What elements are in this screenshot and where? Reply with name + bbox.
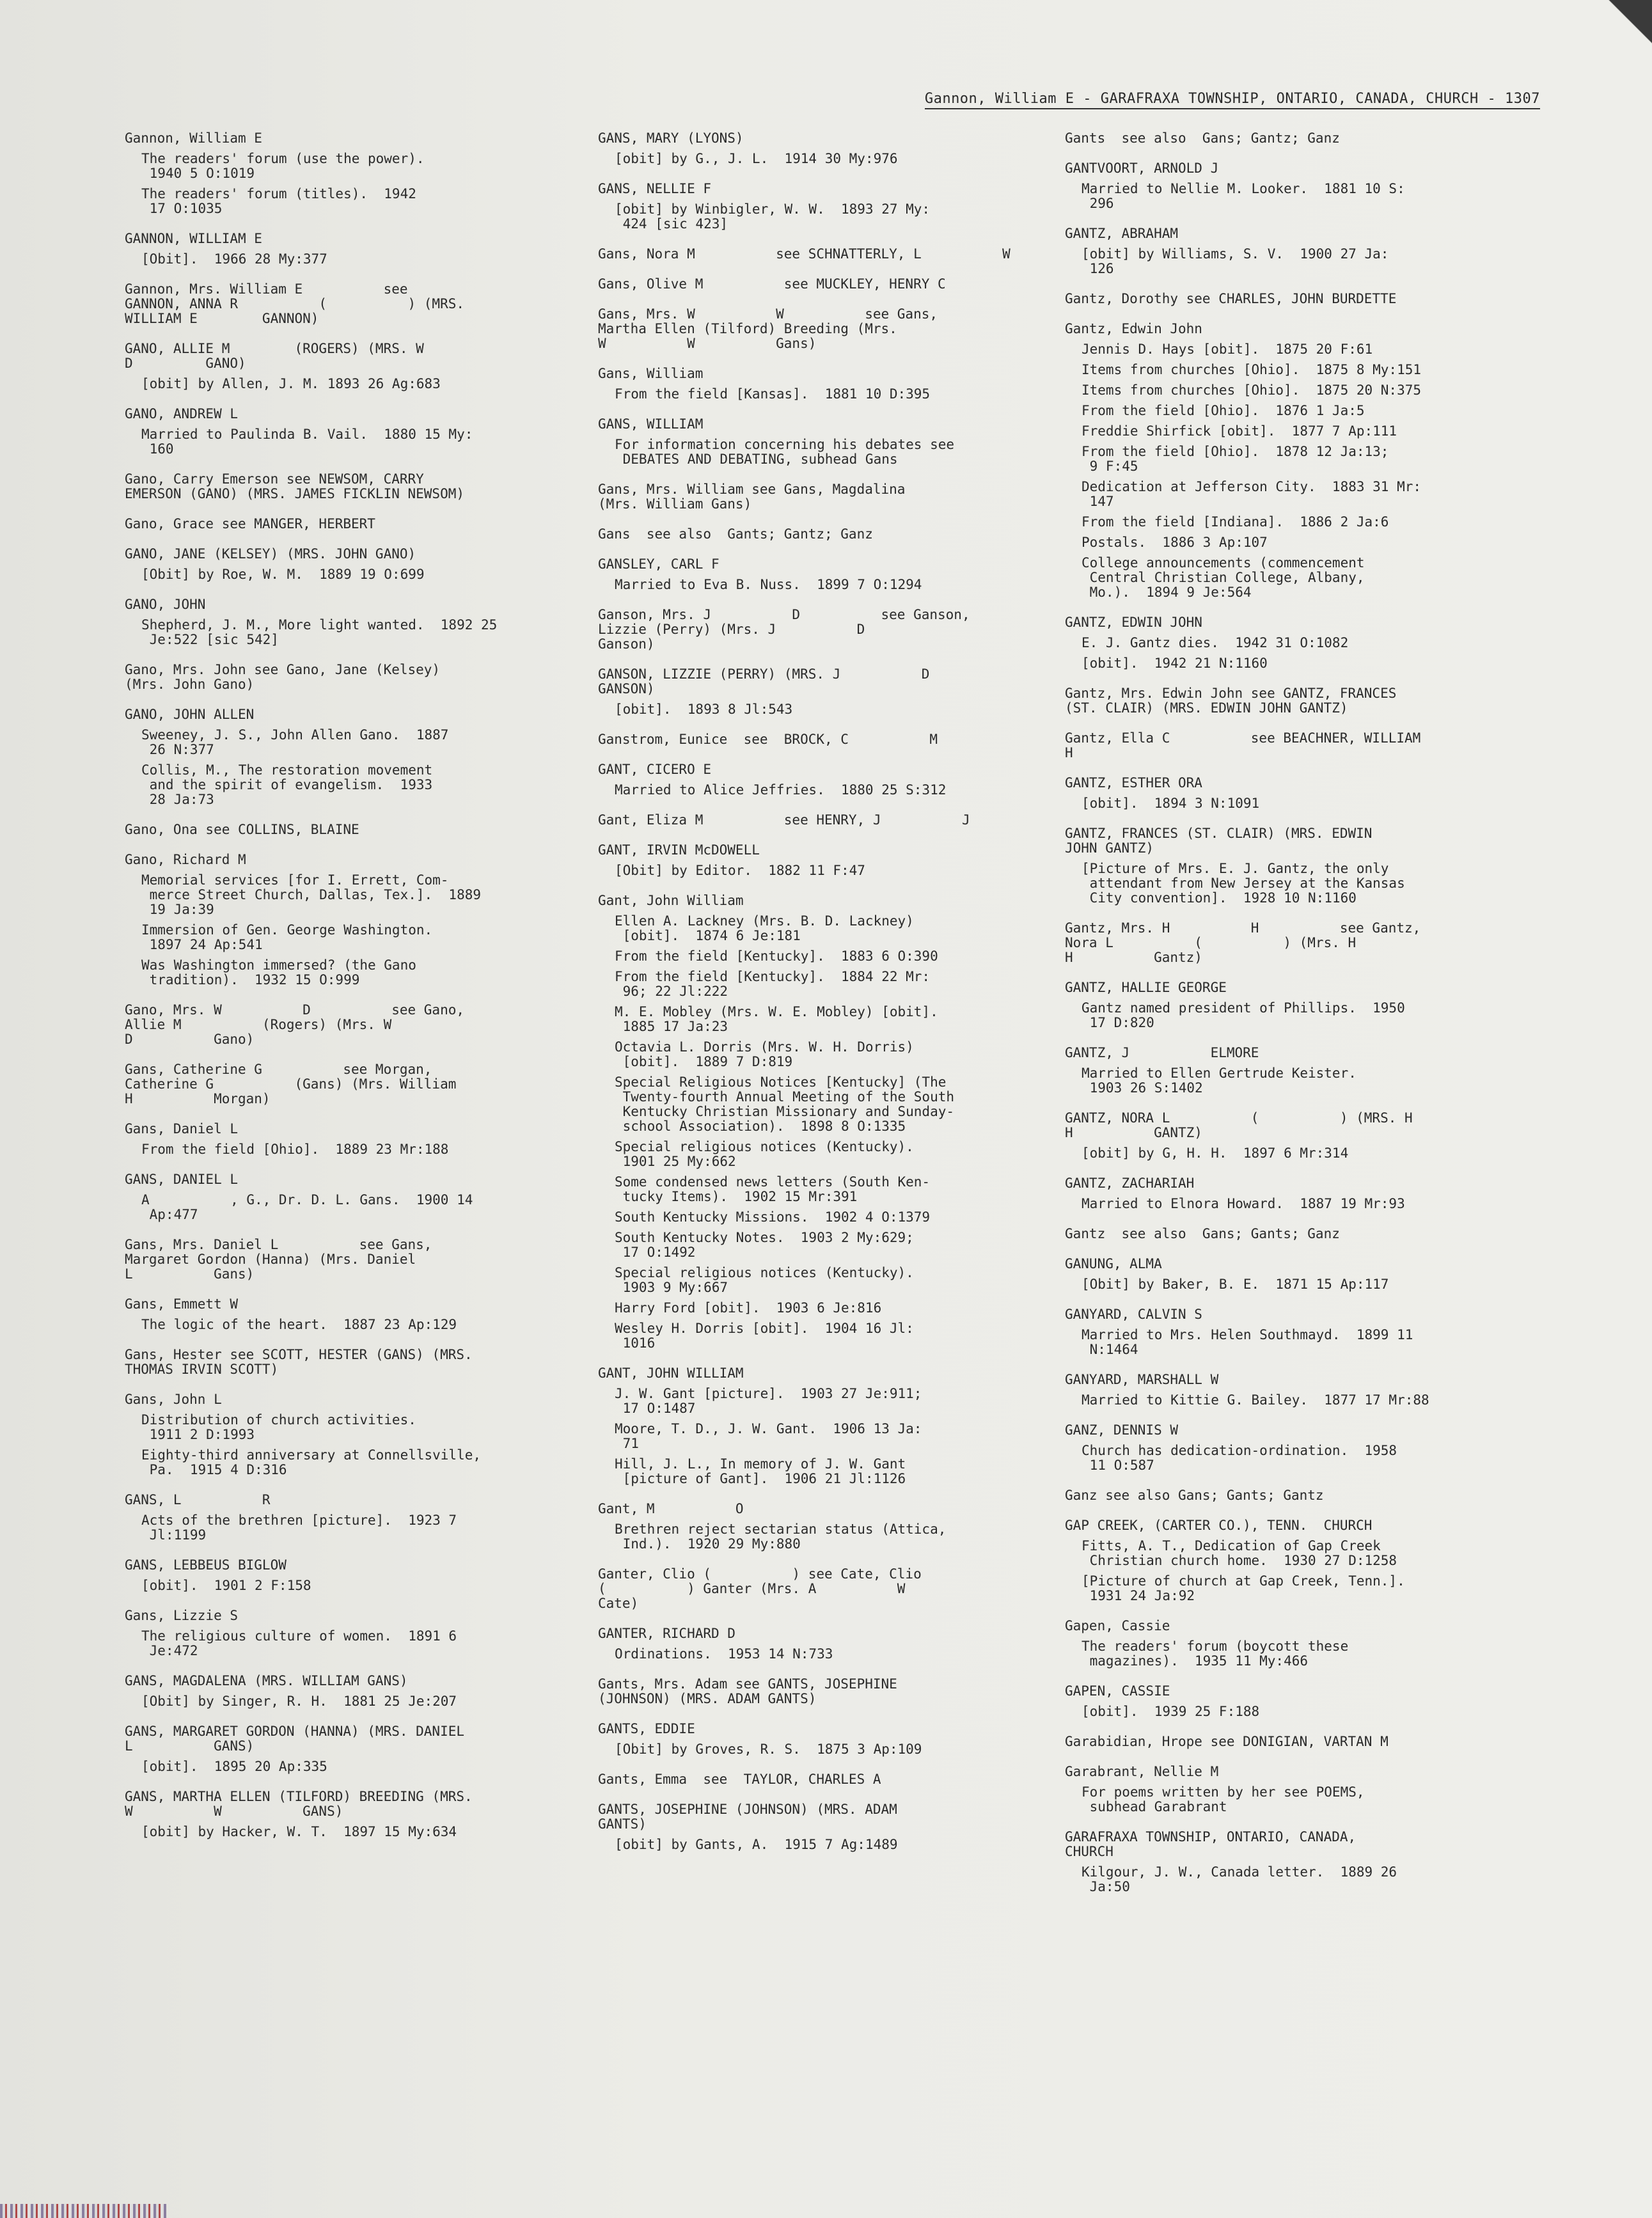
entry-citation: Acts of the brethren [picture]. 1923 7 Jl:1199 [141, 1513, 457, 1543]
entry-citation: For poems written by her see POEMS, subhead Garabrant [1082, 1784, 1365, 1814]
index-entry [125, 1062, 566, 1106]
entry-citation: The logic of the heart. 1887 23 Ap:129 [141, 1317, 457, 1332]
entry-heading: Gants see also Gans; Gantz; Ganz [1065, 130, 1340, 146]
index-entry [1065, 1684, 1506, 1719]
index-entry [1065, 131, 1506, 146]
index-entry [1065, 826, 1506, 906]
entry-heading: GANTER, RICHARD D [598, 1626, 736, 1641]
entry-citation: Was Washington immersed? (the Gano tradition). 1932 15 O:999 [141, 957, 416, 987]
entry-heading: Gans, Mrs. Daniel L see Gans, Margaret Gordon (Hanna) (Mrs. Daniel L Gans) [125, 1237, 432, 1282]
entry-heading: Garabrant, Nellie M [1065, 1764, 1219, 1779]
entry-citation: Distribution of church activities. 1911 2 D:1993 [141, 1412, 416, 1442]
running-head: Gannon, William E - GARAFRAXA TOWNSHIP, ONTARIO, CANADA, CHURCH - 1307 [925, 91, 1540, 109]
entry-heading: GANTZ, HALLIE GEORGE [1065, 980, 1227, 995]
entry-heading: Gapen, Cassie [1065, 1618, 1170, 1633]
index-entry [125, 1789, 566, 1839]
entry-heading: GANTZ, EDWIN JOHN [1065, 615, 1202, 630]
entry-citation: [Obit] by Roe, W. M. 1889 19 O:699 [141, 567, 425, 582]
entry-citation: From the field [Indiana]. 1886 2 Ja:6 [1082, 514, 1389, 530]
index-entry [125, 472, 566, 501]
entry-citation: Kilgour, J. W., Canada letter. 1889 26 Ja:50 [1082, 1864, 1397, 1894]
index-entry [125, 1122, 566, 1157]
index-entry [125, 597, 566, 647]
entry-citation: [obit] by Hacker, W. T. 1897 15 My:634 [141, 1824, 457, 1839]
entry-heading: GANT, CICERO E [598, 762, 712, 777]
index-entry [1065, 1830, 1506, 1894]
index-entry [1065, 686, 1506, 716]
entry-citation: Special religious notices (Kentucky). 1903 9 My:667 [615, 1265, 914, 1295]
entry-heading: GANS, MARTHA ELLEN (TILFORD) BREEDING (MRS. W W GANS) [125, 1789, 473, 1819]
index-entry [598, 1802, 1039, 1852]
entry-citation: A , G., Dr. D. L. Gans. 1900 14 Ap:477 [141, 1192, 473, 1222]
index-entry [1065, 1372, 1506, 1408]
index-entry [598, 1502, 1039, 1552]
entry-heading: GANO, JOHN ALLEN [125, 707, 255, 722]
index-entry [598, 277, 1039, 292]
index-entry [598, 131, 1039, 166]
entry-heading: Ganstrom, Eunice see BROCK, C M [598, 732, 938, 747]
index-entry [598, 557, 1039, 592]
index-entry [598, 813, 1039, 828]
index-entry [598, 608, 1039, 652]
entry-heading: Gans, Emmett W [125, 1296, 239, 1312]
entry-citation: Fitts, A. T., Dedication of Gap Creek Christian church home. 1930 27 D:1258 [1082, 1538, 1397, 1568]
entry-heading: GARAFRAXA TOWNSHIP, ONTARIO, CANADA, CHURCH [1065, 1829, 1357, 1859]
entry-citation: Married to Nellie M. Looker. 1881 10 S: 296 [1082, 181, 1405, 211]
entry-citation: From the field [Kansas]. 1881 10 D:395 [615, 386, 931, 402]
entry-heading: Gans, Catherine G see Morgan, Catherine G (Gans) (Mrs. William H Morgan) [125, 1062, 457, 1106]
entry-citation: Married to Mrs. Helen Southmayd. 1899 11 N:1464 [1082, 1327, 1413, 1357]
entry-citation: Married to Eva B. Nuss. 1899 7 O:1294 [615, 577, 922, 592]
index-entry [125, 822, 566, 837]
index-entry [1065, 1227, 1506, 1241]
entry-heading: Gans, Mrs. William see Gans, Magdalina (Mrs. William Gans) [598, 482, 906, 512]
index-entry [1065, 292, 1506, 306]
entry-heading: GANNON, WILLIAM E [125, 231, 262, 246]
entry-heading: GANTZ, ABRAHAM [1065, 226, 1179, 241]
entry-heading: Gans, Olive M see MUCKLEY, HENRY C [598, 276, 946, 292]
entry-heading: GANS, DANIEL L [125, 1172, 239, 1187]
entry-citation: [Obit]. 1966 28 My:377 [141, 251, 327, 267]
entry-citation: [obit] by Allen, J. M. 1893 26 Ag:683 [141, 376, 441, 391]
entry-citation: Harry Ford [obit]. 1903 6 Je:816 [615, 1300, 882, 1316]
entry-citation: From the field [Ohio]. 1878 12 Ja:13; 9 F:45 [1082, 444, 1389, 474]
entry-heading: Gant, M O [598, 1501, 744, 1516]
entry-citation: Special Religious Notices [Kentucky] (The Twenty-fourth Annual Meeting of the South Kentucky Christian Missionary and Sunday- school Association). 1898 8 O:1335 [615, 1074, 955, 1134]
entry-heading: GANO, ANDREW L [125, 406, 239, 421]
index-entry [598, 417, 1039, 467]
entry-heading: Gans, Mrs. W W see Gans, Martha Ellen (Tilford) Breeding (Mrs. W W Gans) [598, 306, 938, 351]
index-entry [125, 342, 566, 391]
entry-heading: Gans see also Gants; Gantz; Ganz [598, 526, 873, 542]
entry-heading: GAPEN, CASSIE [1065, 1683, 1170, 1699]
entry-citation: The religious culture of women. 1891 6 Je:472 [141, 1628, 457, 1658]
entry-citation: Memorial services [for I. Errett, Com- merce Street Church, Dallas, Tex.]. 1889 19 Ja:39 [141, 872, 482, 917]
entry-citation: Moore, T. D., J. W. Gant. 1906 13 Ja: 71 [615, 1421, 922, 1451]
entry-citation: From the field [Ohio]. 1876 1 Ja:5 [1082, 403, 1365, 418]
index-entry [1065, 1765, 1506, 1814]
entry-heading: GANT, IRVIN McDOWELL [598, 842, 760, 858]
entry-heading: GANS, MARGARET GORDON (HANNA) (MRS. DANIEL L GANS) [125, 1724, 465, 1754]
entry-citation: [obit]. 1894 3 N:1091 [1082, 796, 1260, 811]
entry-heading: GANO, JANE (KELSEY) (MRS. JOHN GANO) [125, 546, 416, 562]
index-entry [1065, 980, 1506, 1030]
entry-citation: [obit] by G., J. L. 1914 30 My:976 [615, 151, 898, 166]
entry-heading: Gants, Emma see TAYLOR, CHARLES A [598, 1772, 881, 1787]
entry-heading: Gantz, Mrs. H H see Gantz, Nora L ( ) (Mrs. H H Gantz) [1065, 920, 1421, 965]
entry-citation: Married to Alice Jeffries. 1880 25 S:312 [615, 782, 947, 798]
entry-heading: Gans, William [598, 366, 704, 381]
entry-citation: College announcements (commencement Central Christian College, Albany, Mo.). 1894 9 Je:564 [1082, 555, 1365, 600]
entry-citation: [obit] by Winbigler, W. W. 1893 27 My: 424 [sic 423] [615, 201, 931, 232]
index-entry [125, 1674, 566, 1709]
entry-citation: Wesley H. Dorris [obit]. 1904 16 Jl: 1016 [615, 1321, 914, 1351]
entry-heading: GANUNG, ALMA [1065, 1256, 1162, 1271]
entry-heading: Gants, Mrs. Adam see GANTS, JOSEPHINE (JOHNSON) (MRS. ADAM GANTS) [598, 1676, 897, 1706]
entry-heading: GANTZ, NORA L ( ) (MRS. H H GANTZ) [1065, 1110, 1413, 1140]
index-entry [1065, 1423, 1506, 1473]
index-entry [1065, 1488, 1506, 1503]
entry-heading: GANS, NELLIE F [598, 181, 712, 196]
index-entry [125, 707, 566, 807]
index-entry [598, 893, 1039, 1351]
index-entry [598, 482, 1039, 512]
index-entry [125, 1003, 566, 1047]
entry-citation: Brethren reject sectarian status (Attica, Ind.). 1920 29 My:880 [615, 1522, 947, 1552]
entry-heading: GANYARD, CALVIN S [1065, 1307, 1202, 1322]
entry-heading: GAP CREEK, (CARTER CO.), TENN. CHURCH [1065, 1518, 1373, 1533]
entry-citation: [obit]. 1895 20 Ap:335 [141, 1759, 327, 1774]
entry-citation: Shepherd, J. M., More light wanted. 1892 25 Je:522 [sic 542] [141, 617, 498, 647]
entry-heading: Gans, Hester see SCOTT, HESTER (GANS) (MRS. THOMAS IRVIN SCOTT) [125, 1347, 473, 1377]
entry-heading: Gans, Nora M see SCHNATTERLY, L W [598, 246, 1011, 262]
entry-citation: The readers' forum (use the power). 1940 5 O:1019 [141, 151, 425, 181]
entry-heading: GANYARD, MARSHALL W [1065, 1372, 1219, 1387]
entry-heading: Gano, Richard M [125, 852, 246, 867]
entry-citation: From the field [Kentucky]. 1883 6 O:390 [615, 948, 938, 964]
index-entry [125, 1238, 566, 1282]
entry-heading: GANTZ, ZACHARIAH [1065, 1176, 1195, 1191]
entry-heading: Gantz, Mrs. Edwin John see GANTZ, FRANCES (ST. CLAIR) (MRS. EDWIN JOHN GANTZ) [1065, 686, 1397, 716]
index-entry [1065, 1176, 1506, 1211]
index-entry [598, 307, 1039, 351]
scan-edge-strip [0, 2204, 166, 2218]
index-entry [125, 1392, 566, 1477]
entry-citation: M. E. Mobley (Mrs. W. E. Mobley) [obit]. 1885 17 Ja:23 [615, 1004, 938, 1034]
entry-citation: Married to Paulinda B. Vail. 1880 15 My: 160 [141, 427, 473, 457]
index-entry [125, 663, 566, 692]
entry-citation: J. W. Gant [picture]. 1903 27 Je:911; 17 O:1487 [615, 1386, 922, 1416]
entry-heading: GANTZ, FRANCES (ST. CLAIR) (MRS. EDWIN JOHN GANTZ) [1065, 826, 1373, 856]
entry-citation: Jennis D. Hays [obit]. 1875 20 F:61 [1082, 342, 1373, 357]
index-entry [1065, 615, 1506, 671]
entry-heading: Gano, Grace see MANGER, HERBERT [125, 516, 375, 531]
entry-citation: Freddie Shirfick [obit]. 1877 7 Ap:111 [1082, 423, 1397, 439]
index-entry [1065, 161, 1506, 211]
entry-citation: [Obit] by Groves, R. S. 1875 3 Ap:109 [615, 1742, 922, 1757]
entry-heading: Gano, Carry Emerson see NEWSOM, CARRY EMERSON (GANO) (MRS. JAMES FICKLIN NEWSOM) [125, 471, 465, 501]
index-entry [1065, 776, 1506, 811]
index-entry [598, 762, 1039, 798]
index-entry [125, 1297, 566, 1332]
entry-citation: Items from churches [Ohio]. 1875 8 My:151 [1082, 362, 1422, 377]
entry-citation: [obit]. 1901 2 F:158 [141, 1578, 311, 1593]
entry-citation: Items from churches [Ohio]. 1875 20 N:375 [1082, 382, 1422, 398]
index-entry [598, 366, 1039, 402]
entry-citation: Gantz named president of Phillips. 1950 17 D:820 [1082, 1000, 1405, 1030]
index-entry [1065, 1518, 1506, 1603]
entry-citation: [Obit] by Singer, R. H. 1881 25 Je:207 [141, 1694, 457, 1709]
entry-citation: [obit]. 1942 21 N:1160 [1082, 656, 1268, 671]
entry-heading: GANO, ALLIE M (ROGERS) (MRS. W D GANO) [125, 341, 424, 371]
index-entry [1065, 226, 1506, 276]
entry-heading: Gans, Daniel L [125, 1121, 239, 1137]
entry-heading: Gans, Lizzie S [125, 1608, 239, 1623]
index-entry [125, 232, 566, 267]
entry-citation: Married to Elnora Howard. 1887 19 Mr:93 [1082, 1196, 1405, 1211]
entry-heading: Gannon, Mrs. William E see GANNON, ANNA R ( ) (MRS. WILLIAM E GANNON) [125, 281, 465, 326]
entry-heading: Ganz see also Gans; Gants; Gantz [1065, 1488, 1324, 1503]
entry-heading: GANSON, LIZZIE (PERRY) (MRS. J D GANSON) [598, 666, 930, 696]
entry-heading: GANZ, DENNIS W [1065, 1422, 1179, 1438]
index-entry [598, 1567, 1039, 1611]
entry-citation: Immersion of Gen. George Washington. 1897 24 Ap:541 [141, 922, 433, 952]
entry-citation: [obit] by Gants, A. 1915 7 Ag:1489 [615, 1837, 898, 1852]
index-entry [1065, 1307, 1506, 1357]
index-entry [125, 1558, 566, 1593]
entry-heading: Ganter, Clio ( ) see Cate, Clio ( ) Ganter (Mrs. A W Cate) [598, 1566, 922, 1611]
index-entry [598, 667, 1039, 717]
entry-heading: Gantz see also Gans; Gants; Ganz [1065, 1226, 1340, 1241]
index-entry [1065, 1111, 1506, 1161]
entry-heading: GANTZ, J ELMORE [1065, 1045, 1259, 1060]
entry-heading: GANS, WILLIAM [598, 416, 704, 432]
index-entry [125, 131, 566, 216]
entry-citation: [obit] by Williams, S. V. 1900 27 Ja: 126 [1082, 246, 1389, 276]
index-entry [125, 1348, 566, 1377]
index-entry [598, 1677, 1039, 1706]
entry-citation: [Picture of Mrs. E. J. Gantz, the only attendant from New Jersey at the Kansas City convention]. 1928 10 N:1160 [1082, 861, 1405, 906]
entry-citation: [obit] by G, H. H. 1897 6 Mr:314 [1082, 1145, 1349, 1161]
entry-citation: South Kentucky Missions. 1902 4 O:1379 [615, 1209, 931, 1225]
entry-citation: Ordinations. 1953 14 N:733 [615, 1646, 833, 1662]
index-entry [1065, 1257, 1506, 1292]
entry-citation: Postals. 1886 3 Ap:107 [1082, 535, 1268, 550]
entry-heading: Garabidian, Hrope see DONIGIAN, VARTAN M [1065, 1734, 1388, 1749]
entry-citation: [obit]. 1939 25 F:188 [1082, 1704, 1260, 1719]
index-entry [125, 853, 566, 987]
index-column-2 [598, 131, 1039, 1868]
index-entry [125, 1493, 566, 1543]
entry-citation: [obit]. 1893 8 Jl:543 [615, 702, 793, 717]
index-entry [598, 182, 1039, 232]
entry-citation: Collis, M., The restoration movement and the spirit of evangelism. 1933 28 Ja:73 [141, 762, 433, 807]
index-entry [598, 1722, 1039, 1757]
index-entry [125, 1608, 566, 1658]
entry-heading: GANS, MARY (LYONS) [598, 130, 744, 146]
entry-citation: Sweeney, J. S., John Allen Gano. 1887 26 N:377 [141, 727, 449, 757]
entry-heading: Gantz, Dorothy see CHARLES, JOHN BURDETTE [1065, 291, 1397, 306]
index-entry [1065, 731, 1506, 760]
entry-citation: Church has dedication-ordination. 1958 11 O:587 [1082, 1443, 1397, 1473]
entry-citation: South Kentucky Notes. 1903 2 My:629; 17 O:1492 [615, 1230, 914, 1260]
index-entry [598, 843, 1039, 878]
entry-heading: GANS, LEBBEUS BIGLOW [125, 1557, 287, 1573]
index-entry [598, 247, 1039, 262]
index-entry [1065, 1046, 1506, 1096]
index-entry [1065, 322, 1506, 600]
entry-heading: Gans, John L [125, 1392, 222, 1407]
entry-citation: Hill, J. L., In memory of J. W. Gant [picture of Gant]. 1906 21 Jl:1126 [615, 1456, 906, 1486]
entry-citation: Octavia L. Dorris (Mrs. W. H. Dorris) [obit]. 1889 7 D:819 [615, 1039, 914, 1069]
entry-citation: E. J. Gantz dies. 1942 31 O:1082 [1082, 635, 1349, 650]
entry-citation: [Obit] by Baker, B. E. 1871 15 Ap:117 [1082, 1277, 1389, 1292]
index-entry [1065, 1734, 1506, 1749]
entry-heading: Gantz, Edwin John [1065, 321, 1202, 336]
entry-heading: Gant, Eliza M see HENRY, J J [598, 812, 970, 828]
entry-heading: GANS, MAGDALENA (MRS. WILLIAM GANS) [125, 1673, 408, 1688]
entry-citation: From the field [Ohio]. 1889 23 Mr:188 [141, 1142, 449, 1157]
index-entry [598, 1626, 1039, 1662]
entry-heading: Gantz, Ella C see BEACHNER, WILLIAM H [1065, 730, 1421, 760]
entry-heading: Gano, Mrs. W D see Gano, Allie M (Rogers) (Mrs. W D Gano) [125, 1002, 465, 1047]
index-entry [125, 1724, 566, 1774]
entry-citation: Married to Kittie G. Bailey. 1877 17 Mr:88 [1082, 1392, 1429, 1408]
index-entry [125, 517, 566, 531]
index-entry [125, 407, 566, 457]
entry-heading: GANTS, JOSEPHINE (JOHNSON) (MRS. ADAM GANTS) [598, 1802, 897, 1832]
entry-heading: Gant, John William [598, 893, 744, 908]
page-corner-shadow [1575, 0, 1652, 45]
index-entry [125, 547, 566, 582]
entry-heading: GANTZ, ESTHER ORA [1065, 775, 1202, 790]
index-column-1 [125, 131, 566, 1855]
entry-citation: For information concerning his debates see DEBATES AND DEBATING, subhead Gans [615, 437, 955, 467]
index-entry [598, 527, 1039, 542]
entry-heading: Ganson, Mrs. J D see Ganson, Lizzie (Perry) (Mrs. J D Ganson) [598, 607, 970, 652]
entry-citation: Ellen A. Lackney (Mrs. B. D. Lackney) [obit]. 1874 6 Je:181 [615, 913, 914, 943]
index-entry [1065, 921, 1506, 965]
entry-citation: Special religious notices (Kentucky). 1901 25 My:662 [615, 1139, 914, 1169]
index-column-3 [1065, 131, 1506, 1910]
entry-citation: Eighty-third anniversary at Connellsville, Pa. 1915 4 D:316 [141, 1447, 482, 1477]
index-entry [598, 732, 1039, 747]
entry-heading: GANTVOORT, ARNOLD J [1065, 161, 1219, 176]
index-entry [125, 1172, 566, 1222]
entry-heading: Gano, Ona see COLLINS, BLAINE [125, 822, 359, 837]
entry-citation: [Picture of church at Gap Creek, Tenn.]. 1931 24 Ja:92 [1082, 1573, 1405, 1603]
index-entry [598, 1366, 1039, 1486]
entry-heading: GANTS, EDDIE [598, 1721, 695, 1736]
entry-heading: GANSLEY, CARL F [598, 556, 720, 572]
entry-citation: The readers' forum (titles). 1942 17 O:1035 [141, 186, 416, 216]
entry-citation: The readers' forum (boycott these magazines). 1935 11 My:466 [1082, 1639, 1349, 1669]
entry-citation: Married to Ellen Gertrude Keister. 1903 26 S:1402 [1082, 1066, 1357, 1096]
entry-heading: Gannon, William E [125, 130, 262, 146]
index-entry [598, 1772, 1039, 1787]
entry-heading: GANT, JOHN WILLIAM [598, 1365, 744, 1381]
entry-heading: GANO, JOHN [125, 597, 206, 612]
index-entry [1065, 1619, 1506, 1669]
entry-citation: Some condensed news letters (South Ken- tucky Items). 1902 15 Mr:391 [615, 1174, 931, 1204]
entry-heading: Gano, Mrs. John see Gano, Jane (Kelsey) (Mrs. John Gano) [125, 662, 441, 692]
entry-citation: Dedication at Jefferson City. 1883 31 Mr: 147 [1082, 479, 1422, 509]
index-entry [125, 282, 566, 326]
entry-citation: [Obit] by Editor. 1882 11 F:47 [615, 863, 865, 878]
entry-heading: GANS, L R [125, 1492, 271, 1507]
entry-citation: From the field [Kentucky]. 1884 22 Mr: 96; 22 Jl:222 [615, 969, 931, 999]
